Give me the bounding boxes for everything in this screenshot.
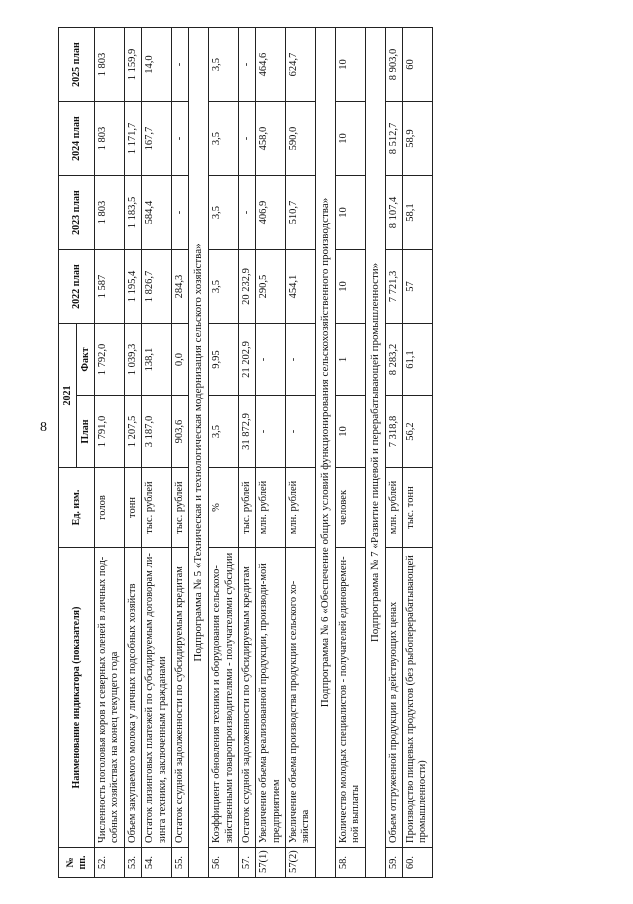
cell-no: 57(1) xyxy=(256,848,286,878)
cell-fact: 1 039,3 xyxy=(124,324,141,396)
subprogram-title: Подпрограмма № 5 «Техническая и технологическая модернизация сельского хозяйства» xyxy=(189,28,209,878)
cell-name: Численность поголовья коров и северных оленей в личных под-собных хозяйствах на конец текущего года xyxy=(95,548,125,848)
cell-unit: млн. рублей xyxy=(385,468,402,548)
cell-y2022: 1 826,7 xyxy=(142,250,172,324)
cell-plan: 1 207,5 xyxy=(124,396,141,468)
cell-no: 59. xyxy=(385,848,402,878)
cell-fact: - xyxy=(286,324,316,396)
cell-name: Остаток ссудной задолженности по субсидируемым кредитам xyxy=(171,548,188,848)
subprogram-title: Подпрограмма № 6 «Обеспечение общих условий функционирования сельскохозяйственного производства» xyxy=(315,28,335,878)
cell-y2025: 60 xyxy=(402,28,432,102)
cell-fact: - xyxy=(256,324,286,396)
cell-name: Остаток лизинговых платежей по субсидируемым договорам ли-зинга техники, заключенным гражданами xyxy=(142,548,172,848)
cell-unit: тонн xyxy=(124,468,141,548)
cell-y2023: - xyxy=(171,176,188,250)
cell-y2024: 167,7 xyxy=(142,102,172,176)
cell-no: 60. xyxy=(402,848,432,878)
table-row xyxy=(286,28,316,878)
cell-y2024: 3,5 xyxy=(209,102,239,176)
cell-y2024: 458,0 xyxy=(256,102,286,176)
header-plan: План xyxy=(77,396,95,468)
subprogram-row xyxy=(315,28,335,878)
cell-y2023: 510,7 xyxy=(286,176,316,250)
header-name: Наименование индикатора (показателя) xyxy=(59,548,95,848)
cell-y2025: 14,0 xyxy=(142,28,172,102)
subprogram-title: Подпрограмма № 7 «Развитие пищевой и перерабатывающей промышленности» xyxy=(365,28,385,878)
cell-y2025: 464,6 xyxy=(256,28,286,102)
cell-plan: - xyxy=(256,396,286,468)
cell-name: Объем отгруженной продукции в действующих ценах xyxy=(385,548,402,848)
cell-y2025: 3,5 xyxy=(209,28,239,102)
cell-fact: 1 792,0 xyxy=(95,324,125,396)
cell-fact: 9,95 xyxy=(209,324,239,396)
cell-no: 57. xyxy=(238,848,255,878)
cell-y2024: 590,0 xyxy=(286,102,316,176)
cell-plan: 1 791,0 xyxy=(95,396,125,468)
cell-y2022: 290,5 xyxy=(256,250,286,324)
header-fact: Факт xyxy=(77,324,95,396)
page-number: 8 xyxy=(40,420,47,435)
header-2021: 2021 xyxy=(59,324,77,468)
cell-y2022: 1 195,4 xyxy=(124,250,141,324)
cell-y2023: 1 803 xyxy=(95,176,125,250)
cell-y2023: 8 107,4 xyxy=(385,176,402,250)
cell-y2025: 1 803 xyxy=(95,28,125,102)
cell-name: Увеличение объема производства продукции сельского хо-зяйства xyxy=(286,548,316,848)
cell-no: 58. xyxy=(335,848,365,878)
cell-fact: 8 283,2 xyxy=(385,324,402,396)
cell-y2025: 8 903,0 xyxy=(385,28,402,102)
cell-no: 52. xyxy=(95,848,125,878)
cell-y2024: - xyxy=(171,102,188,176)
cell-y2023: 10 xyxy=(335,176,365,250)
cell-y2023: - xyxy=(238,176,255,250)
cell-fact: 21 202,9 xyxy=(238,324,255,396)
cell-unit: тыс. рублей xyxy=(171,468,188,548)
cell-y2022: 3,5 xyxy=(209,250,239,324)
cell-name: Коэффициент обновления техники и оборудования сельскохо-зяйственными товаропроизводителями - получателями субсидии xyxy=(209,548,239,848)
cell-plan: 3,5 xyxy=(209,396,239,468)
cell-y2023: 58,1 xyxy=(402,176,432,250)
header-2024: 2024 план xyxy=(59,102,95,176)
cell-y2022: 7 721,3 xyxy=(385,250,402,324)
table-row xyxy=(402,28,432,878)
cell-y2024: 58,9 xyxy=(402,102,432,176)
header-2025: 2025 план xyxy=(59,28,95,102)
cell-plan: - xyxy=(286,396,316,468)
cell-name: Увеличение объема реализованной продукции, производи-мой предприятием xyxy=(256,548,286,848)
cell-no: 53. xyxy=(124,848,141,878)
cell-unit: тыс. рублей xyxy=(142,468,172,548)
cell-plan: 3 187,0 xyxy=(142,396,172,468)
cell-name: Остаток ссудной задолженности по субсидируемым кредитам xyxy=(238,548,255,848)
cell-unit: % xyxy=(209,468,239,548)
subprogram-row xyxy=(365,28,385,878)
cell-fact: 138,1 xyxy=(142,324,172,396)
subprogram-row xyxy=(189,28,209,878)
cell-y2024: 8 512,7 xyxy=(385,102,402,176)
cell-y2022: 284,3 xyxy=(171,250,188,324)
table-row xyxy=(124,28,141,878)
table-row xyxy=(171,28,188,878)
cell-y2022: 1 587 xyxy=(95,250,125,324)
indicator-table xyxy=(58,27,433,878)
table-row xyxy=(335,28,365,878)
cell-unit: млн. рублей xyxy=(286,468,316,548)
table-row xyxy=(142,28,172,878)
cell-unit: тыс. рублей xyxy=(238,468,255,548)
indicator-table-rotated xyxy=(58,28,578,878)
cell-y2023: 584,4 xyxy=(142,176,172,250)
table-row xyxy=(95,28,125,878)
cell-plan: 56,2 xyxy=(402,396,432,468)
cell-y2025: - xyxy=(238,28,255,102)
header-unit: Ед. изм. xyxy=(59,468,95,548)
cell-fact: 61,1 xyxy=(402,324,432,396)
cell-plan: 31 872,9 xyxy=(238,396,255,468)
cell-y2022: 454,1 xyxy=(286,250,316,324)
cell-y2025: 1 159,9 xyxy=(124,28,141,102)
table-row xyxy=(238,28,255,878)
cell-unit: тыс. тонн xyxy=(402,468,432,548)
header-2022: 2022 план xyxy=(59,250,95,324)
cell-y2023: 406,9 xyxy=(256,176,286,250)
header-no: № пп. xyxy=(59,848,95,878)
cell-no: 56. xyxy=(209,848,239,878)
cell-y2025: - xyxy=(171,28,188,102)
cell-y2022: 10 xyxy=(335,250,365,324)
cell-unit: голов xyxy=(95,468,125,548)
cell-name: Количество молодых специалистов - получателей единовремен-ной выплаты xyxy=(335,548,365,848)
table-row xyxy=(385,28,402,878)
table-row xyxy=(256,28,286,878)
cell-y2023: 1 183,5 xyxy=(124,176,141,250)
cell-fact: 1 xyxy=(335,324,365,396)
cell-name: Объем закупаемого молока у личных подсобных хозяйств xyxy=(124,548,141,848)
cell-y2024: 1 171,7 xyxy=(124,102,141,176)
header-2023: 2023 план xyxy=(59,176,95,250)
cell-y2025: 10 xyxy=(335,28,365,102)
cell-y2024: 10 xyxy=(335,102,365,176)
cell-plan: 7 318,8 xyxy=(385,396,402,468)
table-row xyxy=(209,28,239,878)
cell-y2024: 1 803 xyxy=(95,102,125,176)
cell-plan: 10 xyxy=(335,396,365,468)
cell-y2022: 20 232,9 xyxy=(238,250,255,324)
cell-name: Производство пищевых продуктов (без рыбоперерабатывающей промышленности) xyxy=(402,548,432,848)
cell-no: 57(2) xyxy=(286,848,316,878)
cell-y2022: 57 xyxy=(402,250,432,324)
cell-fact: 0,0 xyxy=(171,324,188,396)
cell-unit: млн. рублей xyxy=(256,468,286,548)
cell-y2024: - xyxy=(238,102,255,176)
cell-no: 55. xyxy=(171,848,188,878)
cell-plan: 903,6 xyxy=(171,396,188,468)
cell-y2025: 624,7 xyxy=(286,28,316,102)
cell-y2023: 3,5 xyxy=(209,176,239,250)
cell-no: 54. xyxy=(142,848,172,878)
cell-unit: человек xyxy=(335,468,365,548)
